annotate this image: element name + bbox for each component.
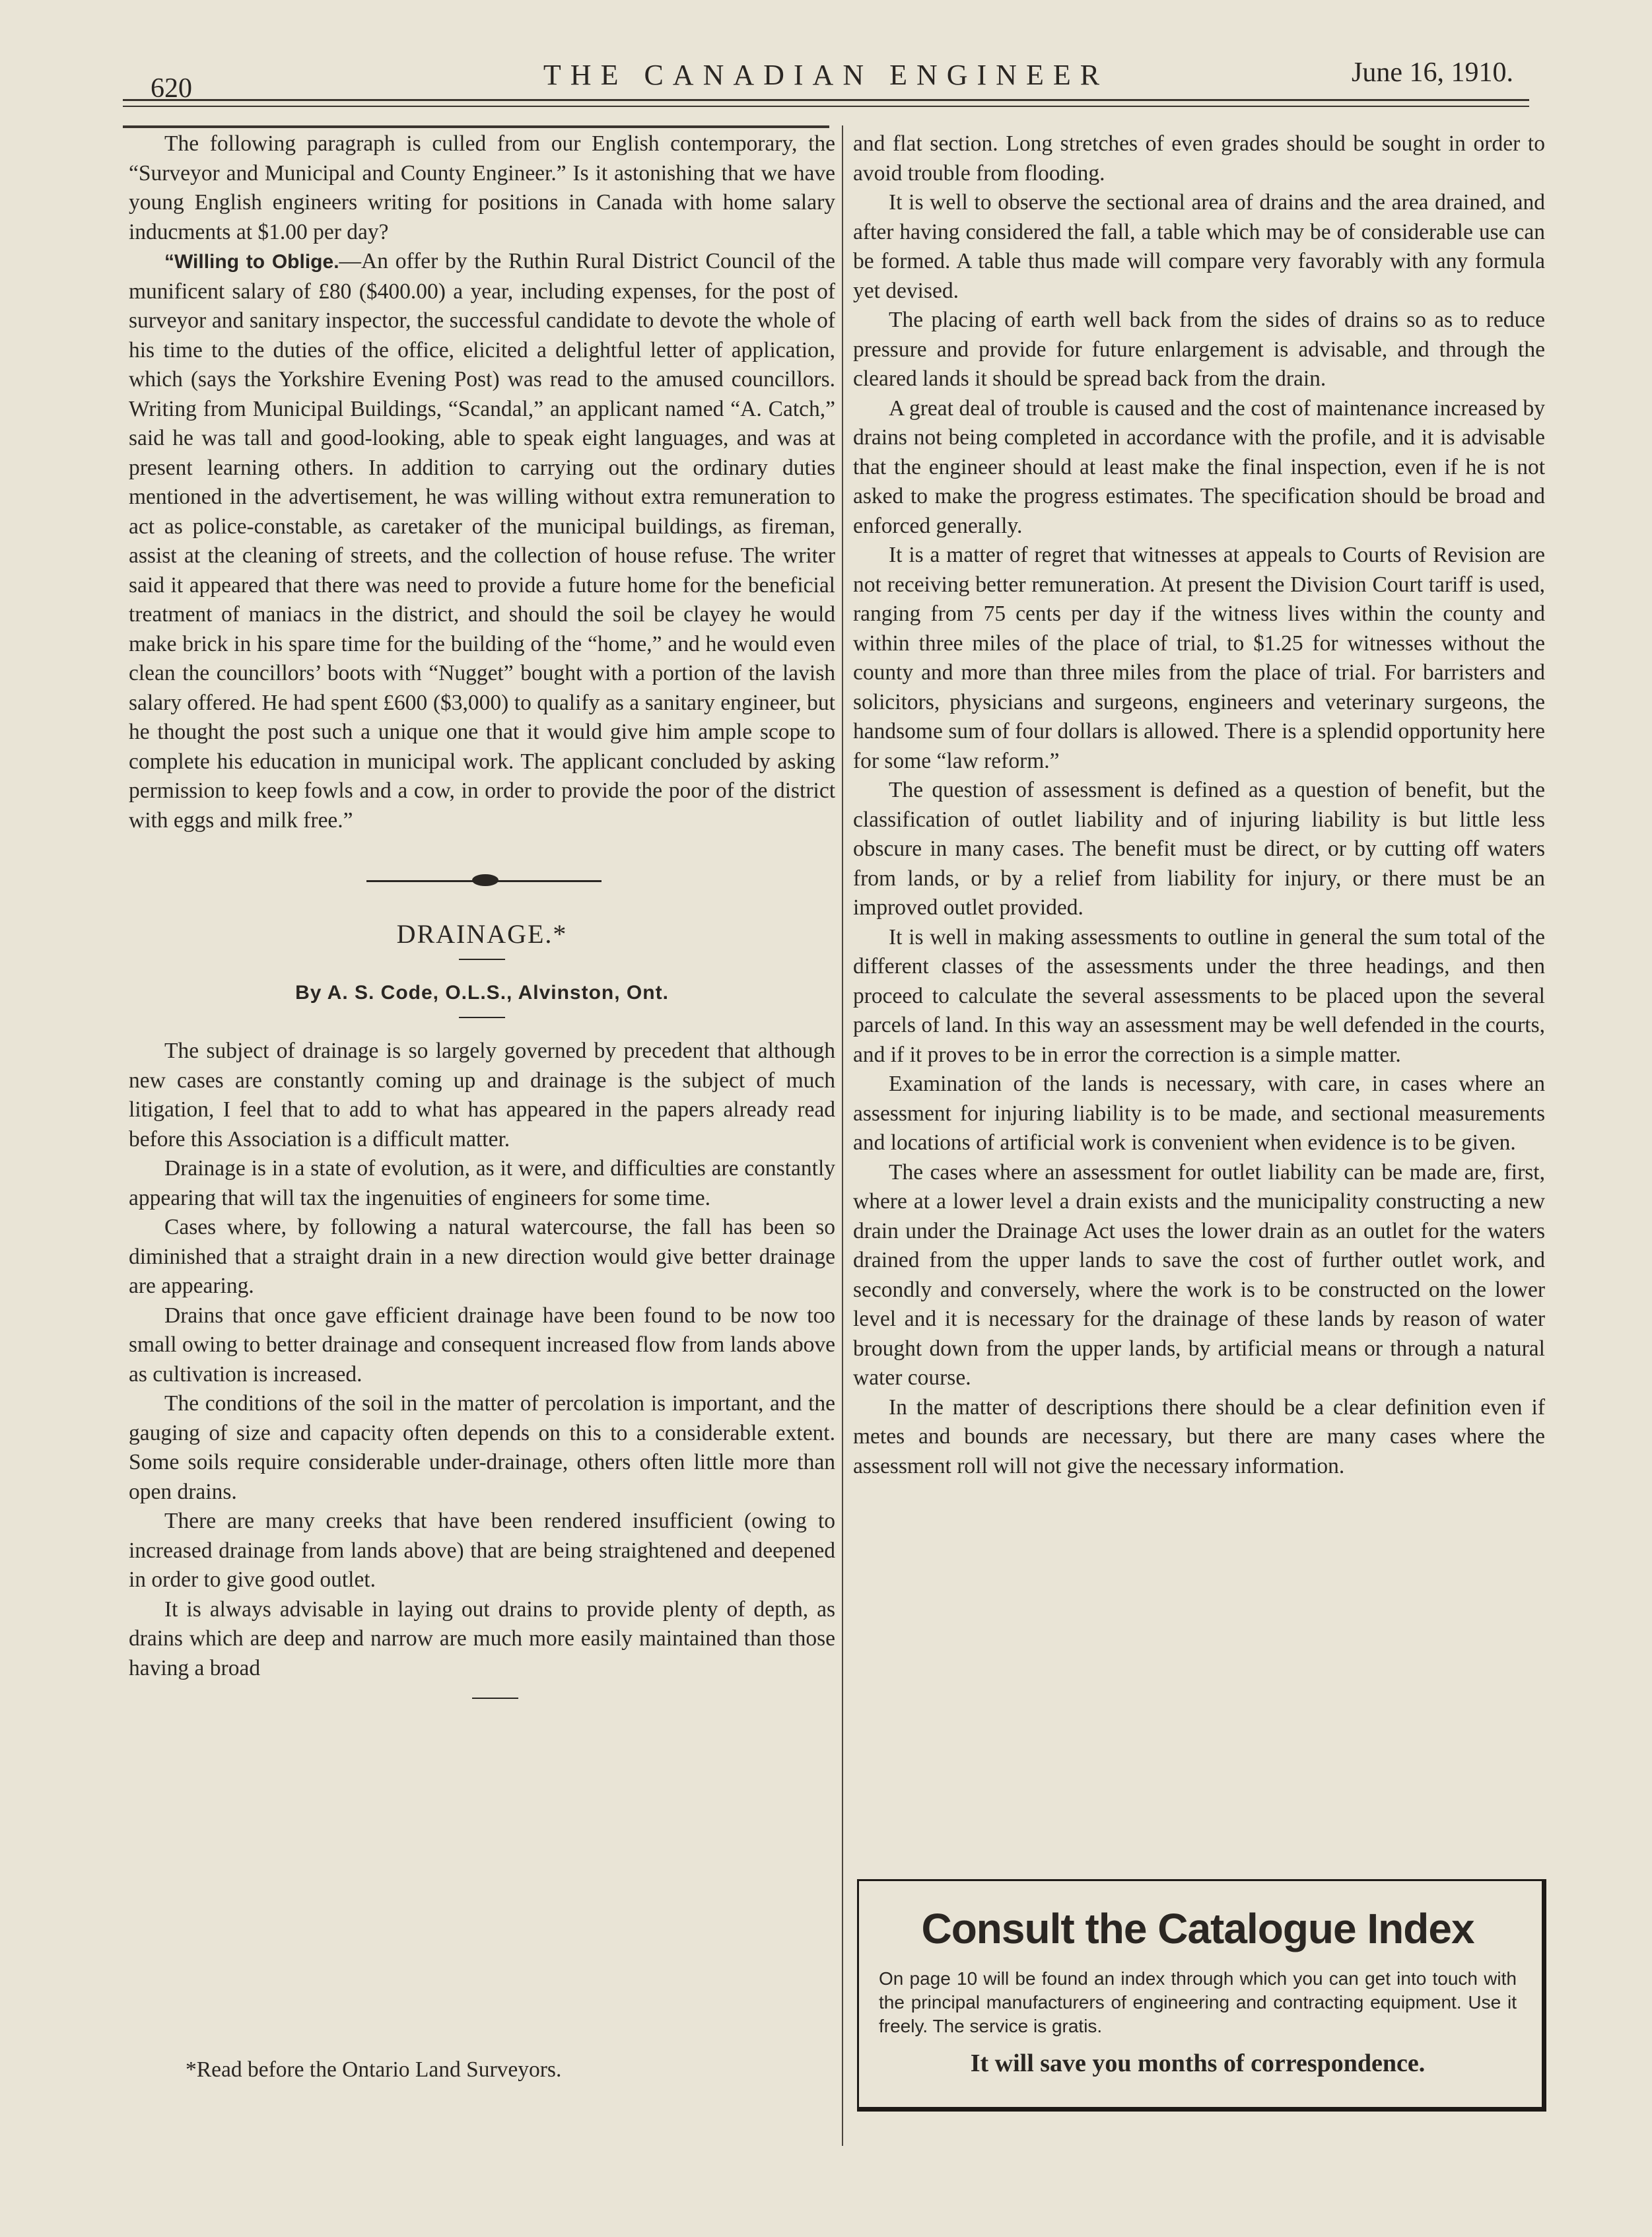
article-title: DRAINAGE.* — [396, 919, 568, 949]
left-column-top-rule — [123, 125, 829, 128]
continuation-paragraph: and flat section. Long stretches of even grades should be sought in order to avoid trouble from flooding. — [853, 131, 1545, 186]
body-paragraph: In the matter of descriptions there should be a clear definition even if metes and bounds are necessary, but there are many cases where the assessment roll will not give the necessary information. — [853, 1394, 1545, 1478]
body-paragraph: The question of assessment is defined as a question of benefit, but the classification of outlet liability and of injuring liability is but little less obscure in many cases. The benefit must be direct, or by cutting off waters from lands, or by a relief from liability for injury, or there must be an improved outlet provided. — [853, 778, 1545, 920]
column-divider — [842, 125, 843, 2146]
body-paragraph: The cases where an assessment for outlet liability can be made are, first, where at a lower level a drain exists and the municipality constructing a new drain under the Drainage Act uses the lower drain as an outlet for the waters drained from the upper lands to save the cost of further outlet work, and secondly and conversely, where the work is to be constructed on the lower level and it is necessary for the drainage of these lands by reason of water brought down from the upper lands, by artificial means or through a natural water course. — [853, 1159, 1545, 1390]
body-paragraph: Cases where, by following a natural watercourse, the fall has been so diminished that a straight drain in a new direction would give better drainage are appearing. — [129, 1215, 835, 1298]
body-paragraph: Drainage is in a state of evolution, as it were, and difficulties are constantly appearing that will tax the ingenuities of engineers for some time. — [129, 1156, 835, 1210]
ad-tagline: It will save you months of correspondence. — [970, 2049, 1426, 2077]
body-paragraph: There are many creeks that have been rendered insufficient (owing to increased drainage from lands above) that are being straightened and deepened in order to give good outlet. — [129, 1509, 835, 1592]
oblige-paragraph — [129, 247, 835, 835]
body-paragraph: It is always advisable in laying out drains to provide plenty of depth, as drains which are deep and narrow are much more easily maintained than those having a broad — [129, 1597, 835, 1680]
issue-date: June 16, 1910. — [1352, 57, 1513, 88]
body-paragraph: The subject of drainage is so largely governed by precedent that although new cases are constantly coming up and drainage is the subject of much litigation, I feel that to add to what has appeared in the papers already read before this Association is a difficult matter. — [129, 1039, 835, 1152]
ornament-diamond — [472, 874, 499, 886]
oblige-lead: “Willing to Oblige. — [164, 251, 339, 273]
body-paragraph: A great deal of trouble is caused and the cost of maintenance increased by drains not being completed in accordance with the profile, and it is advisable that the engineer should at least make the final inspection, even if he is not asked to make the progress estimates. The specification should be broad and enforced generally. — [853, 396, 1545, 538]
body-paragraph: It is a matter of regret that witnesses at appeals to Courts of Revision are not receiving better remuneration. At present the Division Court tariff is used, ranging from 75 cents per day if the witness lives within the county and within three miles of the place of trial, to $1.25 for witnesses without the county and more than three miles from the place of trial. For barristers and solicitors, physicians and surgeons, engineers and veterinary surgeons, the handsome sum of four dollars is allowed. There is a splendid opportunity here for some “law reform.” — [853, 543, 1545, 773]
body-paragraph: It is well to observe the sectional area of drains and the area drained, and after having considered the fall, a table which may be of considerable use can be formed. A table thus made will compare very favorably with any formula yet devised. — [853, 190, 1545, 303]
oblige-text: —An offer by the Ruthin Rural District Council of the munificent salary of £80 ($400.00) a year, including expenses, for the post of surveyor and sanitary inspector, the successful candidate to devote the whole of his time to the duties of the office, elicited a delightful letter of application, which (says the Yorkshire Evening Post) was read to the amused councillors. Writing from Municipal Buildings, “Scandal,” an applicant named “A. Catch,” said he was tall and good-looking, able to speak eight languages, and was at present learning others. In addition to carrying out the ordinary duties mentioned in the advertisement, he was willing without extra remuneration to act as police-constable, as caretaker of the municipal buildings, as fireman, assist at the cleaning of streets, and the collection of house refuse. The writer said it appeared that there was need to provide a future home for the beneficial treatment of maniacs in the district, and should the soil be clayey he would make brick in his spare time for the building of the “home,” and he would even clean the councillors’ boots with “Nugget” bought with a portion of the lavish salary offered. He had spent £600 ($3,000) to qualify as a sanitary engineer, but he thought the post such a unique one that it would give him ample scope to complete his education in municipal work. The applicant concluded by asking permission to keep fowls and a cow, in order to provide the poor of the district with eggs and milk free.” — [129, 249, 835, 833]
footnote: *Read before the Ontario Land Surveyors. — [186, 2057, 562, 2082]
footnote-rule — [472, 1698, 518, 1699]
body-paragraph: Examination of the lands is necessary, with care, in cases where an assessment for injuring liability is to be made, and sectional measurements and locations of artificial work is convenient when evidence is to be given. — [853, 1072, 1545, 1155]
left-column — [129, 129, 835, 1699]
page-number: 620 — [151, 73, 192, 104]
body-paragraph: The placing of earth well back from the sides of drains so as to reduce pressure and provide for future enlargement is advisable, and through the cleared lands it should be spread back from the drain. — [853, 308, 1545, 391]
title-rule — [459, 959, 505, 960]
body-paragraph: It is well in making assessments to outline in general the sum total of the different classes of the assessments under the three headings, and then proceed to calculate the several assessments to be placed upon the several parcels of land. In this way an assessment may be well defended in the courts, and if it proves to be in error the correction is a simple matter. — [853, 924, 1545, 1067]
publication-title: THE CANADIAN ENGINEER — [543, 59, 1109, 91]
byline: By A. S. Code, O.L.S., Alvinston, Ont. — [295, 981, 669, 1004]
catalogue-index-advertisement — [857, 1879, 1546, 2112]
header-rule-bottom — [123, 106, 1529, 107]
byline-rule — [459, 1017, 505, 1018]
right-column — [853, 129, 1545, 1481]
ad-body: On page 10 will be found an index through which you can get into touch with the principal manufacturers of engineering and contracting equipment. Use it freely. The service is gratis. — [879, 1968, 1517, 2036]
ad-title: Consult the Catalogue Index — [921, 1905, 1474, 1952]
body-paragraph: Drains that once gave efficient drainage have been found to be now too small owing to better drainage and consequent increased flow from lands above as cultivation is increased. — [129, 1303, 835, 1387]
body-paragraph: The conditions of the soil in the matter of percolation is important, and the gauging of size and capacity often depends on this to a considerable extent. Some soils require considerable under-drainage, others often little more than open drains. — [129, 1391, 835, 1504]
header-rule-top — [123, 99, 1529, 101]
page-header — [119, 54, 1533, 104]
section-ornament — [129, 864, 835, 897]
intro-paragraph: The following paragraph is culled from our English contemporary, the “Surveyor and Municipal and County Engineer.” Is it astonishing that we have young English engineers writing for positions in Canada with home salary inducments at $1.00 per day? — [129, 131, 835, 244]
